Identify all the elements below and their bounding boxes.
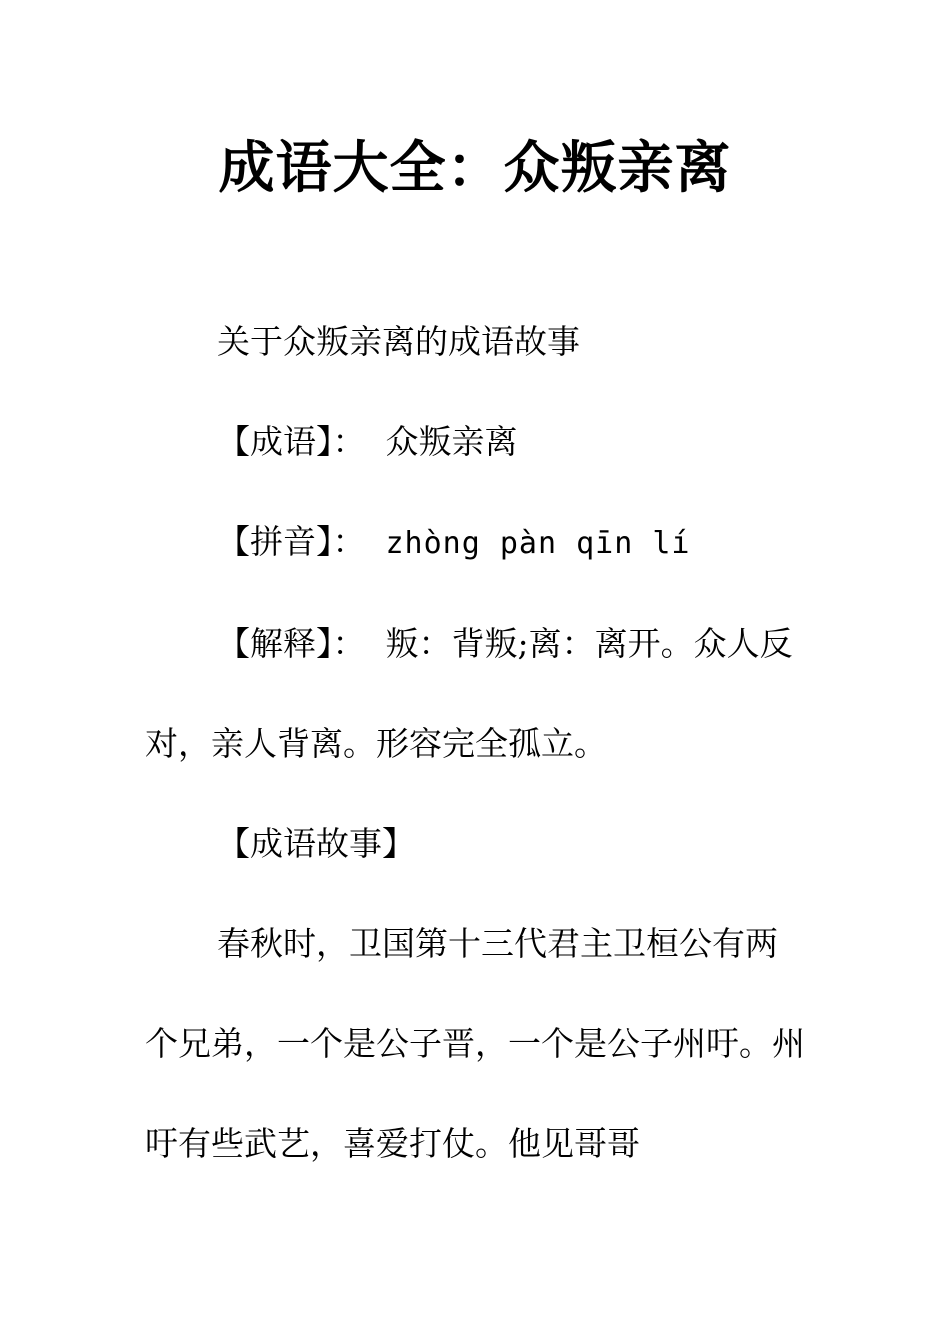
explanation-label: 【解释】： [217, 624, 366, 663]
idiom-value: 众叛亲离 [385, 422, 518, 461]
explanation-field [145, 594, 810, 794]
story-paragraph: 春秋时，卫国第十三代君主卫桓公有两个兄弟，一个是公子晋，一个是公子州吁。州吁有些武艺，喜爱打仗。他见哥哥 [145, 924, 805, 1163]
idiom-label: 【成语】： [217, 422, 366, 461]
page-title: 成语大全：众叛亲离 [218, 135, 732, 201]
document-body [145, 292, 810, 1194]
pinyin-field [145, 492, 810, 594]
pinyin-label: 【拼音】： [217, 522, 366, 561]
idiom-field [145, 392, 810, 492]
pinyin-value: zhòng pàn qīn lí [385, 526, 691, 561]
explanation-value: 叛：背叛;离：离开。众人反对，亲人背离。形容完全孤立。 [145, 624, 793, 763]
story-heading: 【成语故事】 [217, 824, 415, 863]
intro-line: 关于众叛亲离的成语故事 [217, 322, 580, 361]
